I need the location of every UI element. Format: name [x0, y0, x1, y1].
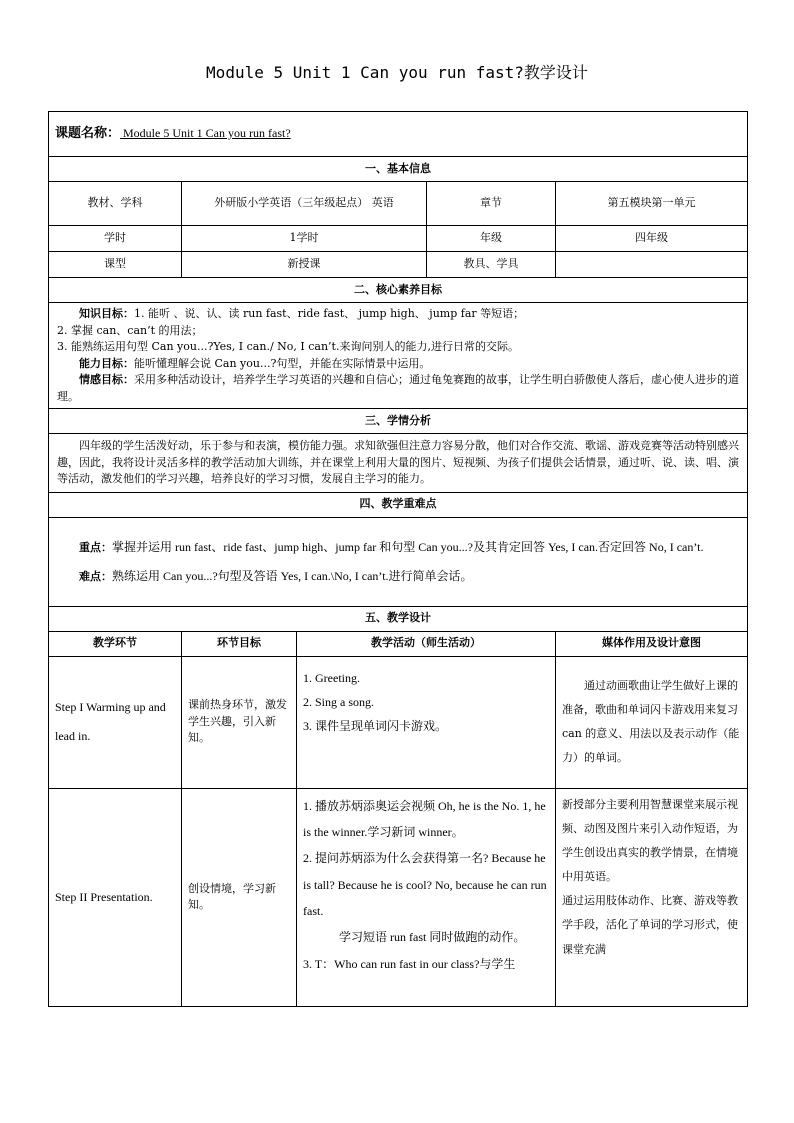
step2-row: Step II Presentation. 创设情境，学习新知。 1. 播放苏炳添奥运会视频 Oh, he is the No. 1, he is the winner.学习新词 winner。 2. 提问苏炳添为什么会获得第一名? Because he is tall? Because he is cool? No, because he can run fast. 学习短语 run fast 同时做跑的动作。 3. T：Who can run fast in our class?与学生 新授部分主要利用智慧课堂来展示视频、动图及图片来引入动作短语，为学生创设出真实的教学情景，在情境中用英语。 通过运用肢体动作、比赛、游戏等教学手段，活化了单词的学习形式，使课堂充满: [49, 788, 748, 1006]
key-points-row: 重点：掌握并运用 run fast、ride fast、jump high、jump far 和句型 Can you...?及其肯定回答 Yes, I can.否定回答 No, I can’t. 难点：熟练运用 Can you...?句型及答语 Yes, I can.\No, I can’t.进行简单会话。: [49, 517, 748, 606]
section-basic-info: 一、基本信息: [49, 157, 748, 182]
analysis-text: 四年级的学生活泼好动，乐于参与和表演，模仿能力强。求知欲强但注意力容易分散，他们对合作交流、歌谣、游戏竞赛等活动特别感兴趣，因此，我将设计灵活多样的教学活动加大训练，并在课堂上利用大量的图片、短视频、为孩子们提供会话情景，通过听、说、读、唱、演等活动，激发他们的学习兴趣，培养良好的学习习惯，发展自主学习的能力。: [57, 439, 739, 485]
topic-row: [49, 112, 748, 157]
topic-label: 课题名称：: [55, 126, 121, 142]
lesson-plan-table: [48, 111, 748, 1007]
goals-row: 知识目标：1. 能听 、说、认、读 run fast、ride fast、 jump high、 jump far 等短语； 2. 掌握 can、can’t 的用法； 3. 能熟练运用句型 Can you...?Yes, I can./ No, I can’t.来询问别人的能力,进行日常的交际。 能力目标：能听懂理解会说 Can you...?句型，并能在实际情景中运用。 情感目标：采用多种活动设计，培养学生学习英语的兴趣和自信心；通过龟兔赛跑的故事，让学生明白骄傲使人落后，虚心使人进步的道理。: [49, 303, 748, 409]
document-title: Module 5 Unit 1 Can you run fast?教学设计: [206, 63, 588, 82]
info-row-2: 学时 1学时 年级 四年级: [49, 226, 748, 252]
section-design: 五、教学设计: [49, 606, 748, 631]
info-row-3: 课型 新授课 教具、学具: [49, 252, 748, 278]
topic-value: Module 5 Unit 1 Can you run fast?: [120, 126, 291, 141]
step1-row: Step I Warming up and lead in. 课前热身环节，激发学生兴趣，引入新知。 1. Greeting. 2. Sing a song. 3. 课件呈现单词闪卡游戏。 通过动画歌曲让学生做好上课的准备，歌曲和单词闪卡游戏用来复习 can 的意义、用法以及表示动作（能力）的单词。: [49, 656, 748, 788]
design-header-row: 教学环节 环节目标 教学活动（师生活动） 媒体作用及设计意图: [49, 631, 748, 656]
section-key-points: 四、教学重难点: [49, 492, 748, 517]
section-analysis: 三、学情分析: [49, 409, 748, 434]
analysis-row: [49, 434, 748, 493]
section-core-goals: 二、核心素养目标: [49, 278, 748, 303]
info-row-1: 教材、学科 外研版小学英语（三年级起点） 英语 章节 第五模块第一单元: [49, 182, 748, 226]
